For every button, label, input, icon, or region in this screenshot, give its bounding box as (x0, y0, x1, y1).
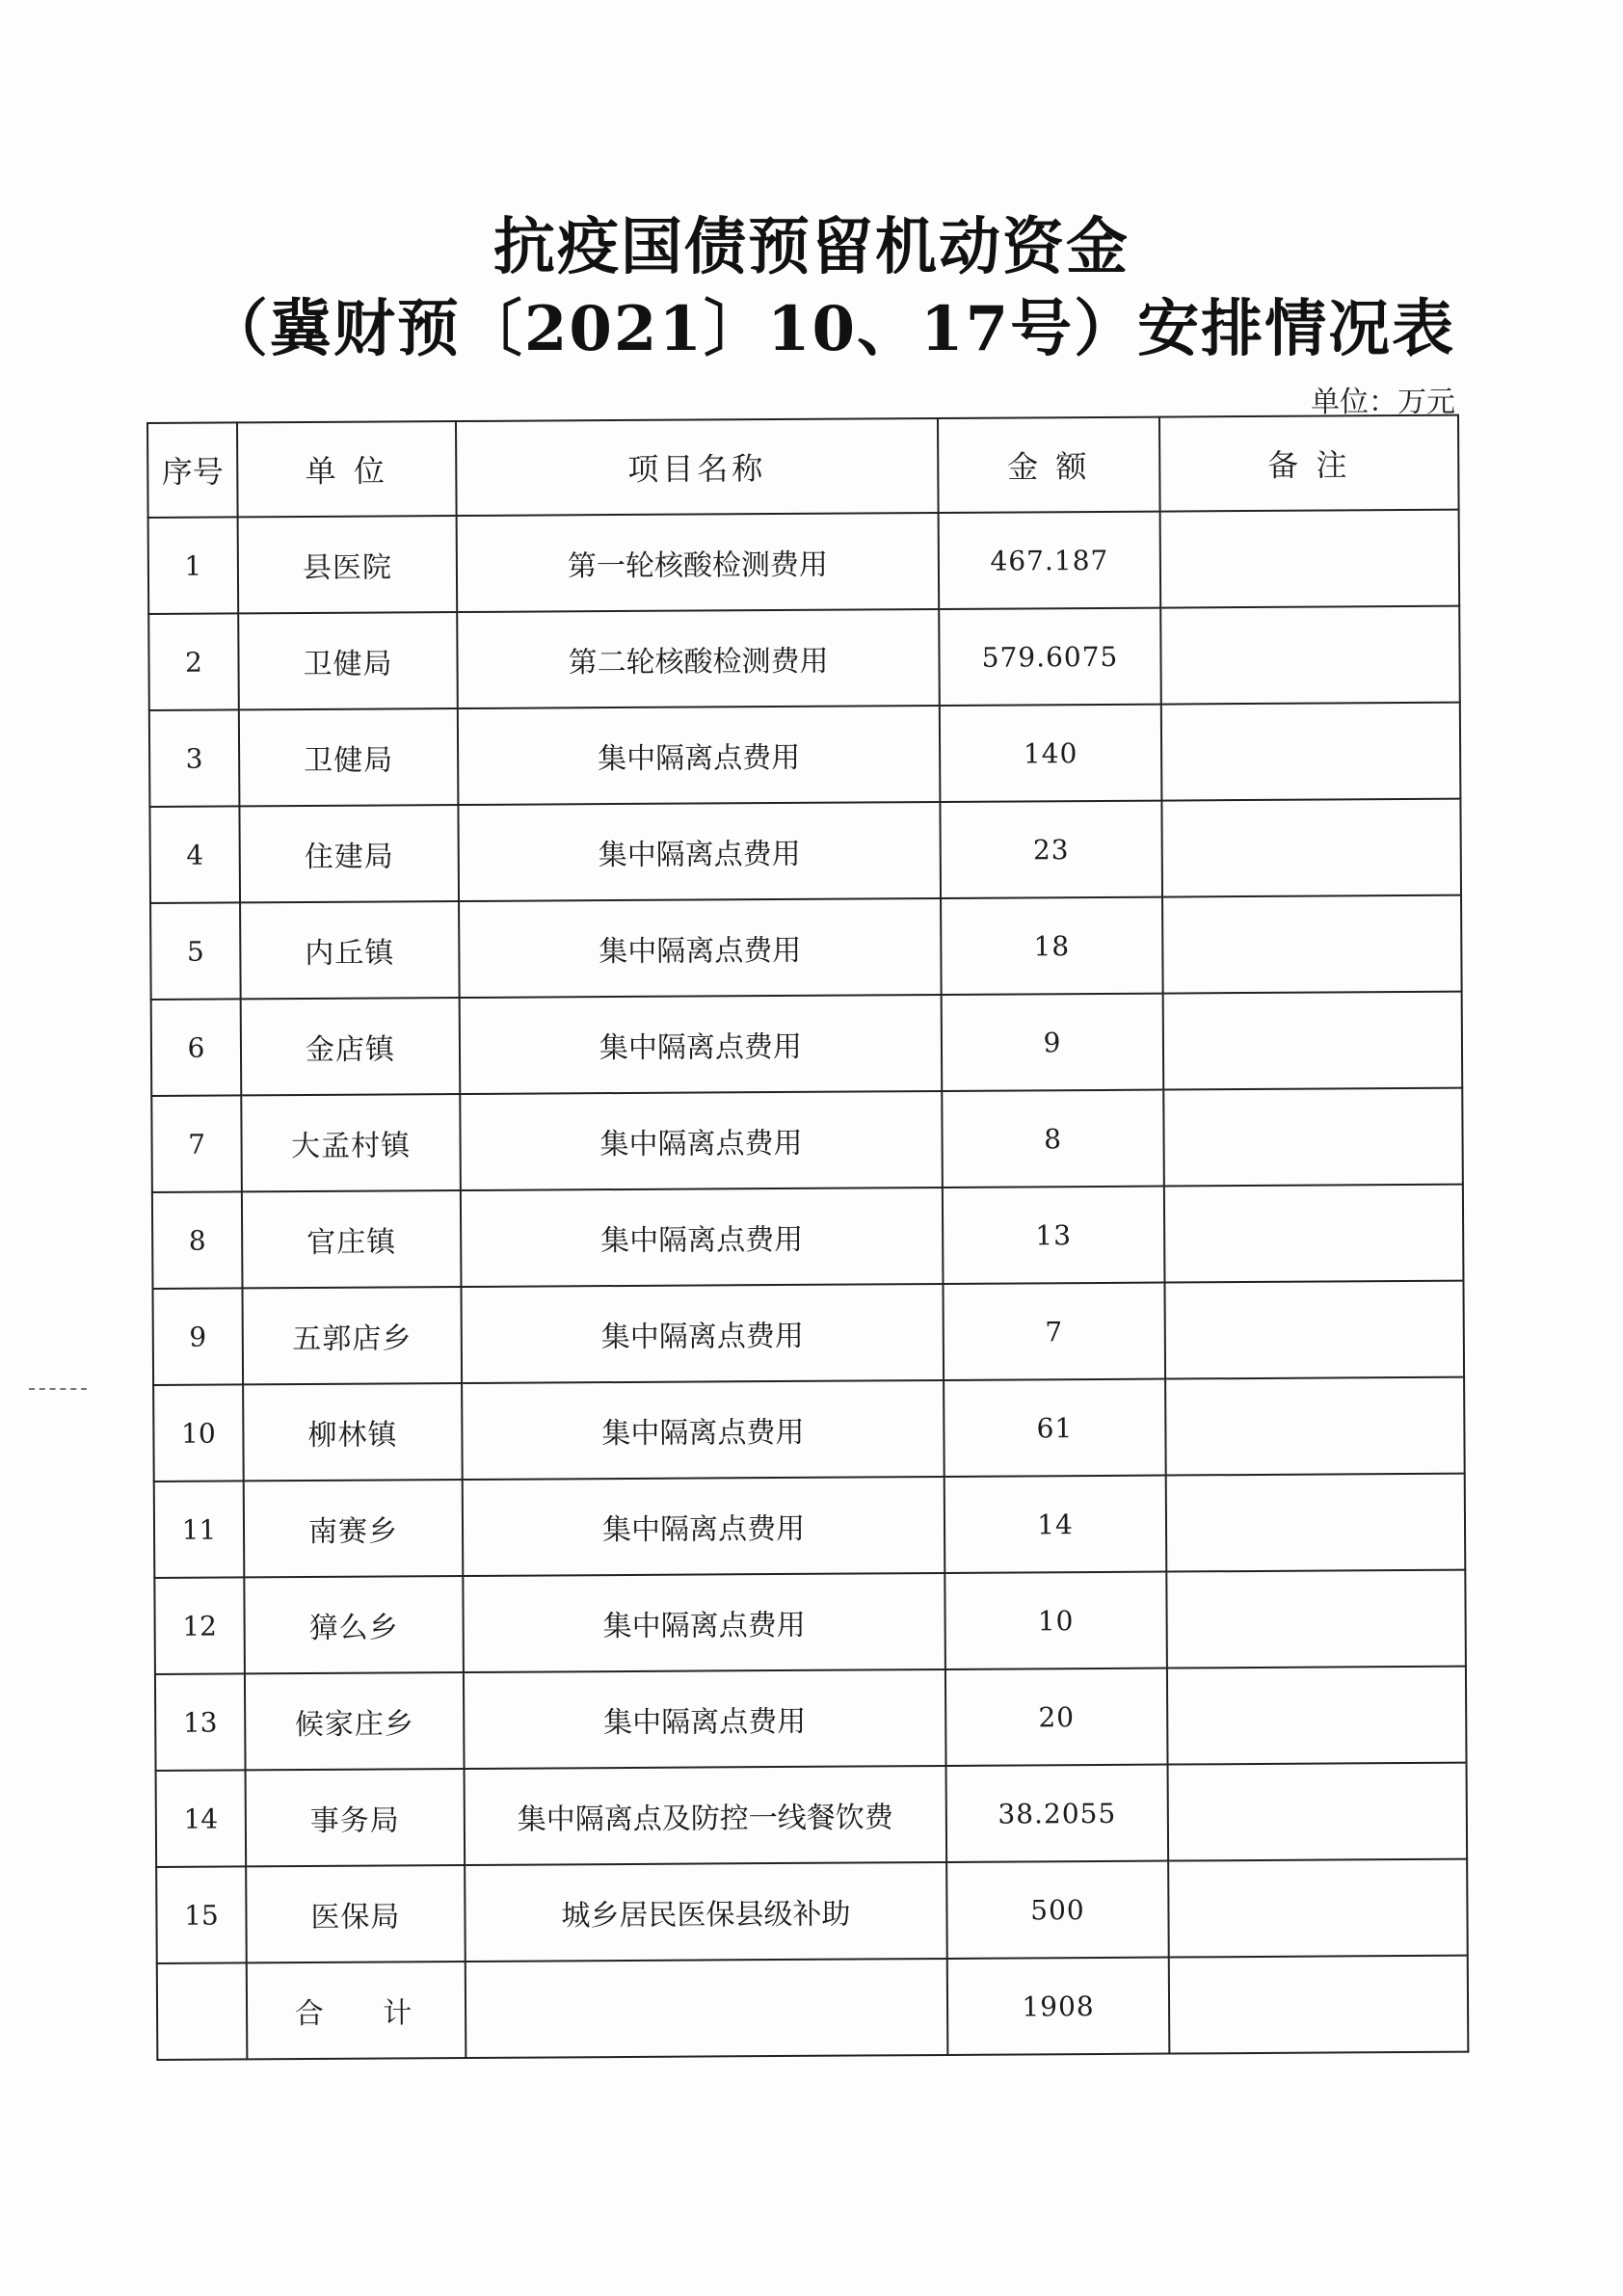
header-amount: 金 额 (938, 417, 1160, 513)
cell-project: 集中隔离点费用 (461, 1284, 944, 1383)
cell-amount: 500 (946, 1861, 1169, 1959)
cell-project: 集中隔离点费用 (463, 1477, 945, 1576)
cell-remark (1167, 1667, 1467, 1765)
total-label: 合 计 (247, 1962, 466, 2059)
cell-remark (1168, 1763, 1468, 1861)
cell-seq: 7 (151, 1095, 242, 1192)
table-row (151, 992, 1463, 1096)
cell-project: 集中隔离点及防控一线餐饮费 (465, 1766, 947, 1865)
cell-seq: 11 (154, 1481, 245, 1578)
document-title-line1: 抗疫国债预留机动资金 (493, 211, 1130, 283)
cell-project: 第二轮核酸检测费用 (457, 609, 940, 708)
cell-amount: 9 (942, 994, 1164, 1091)
cell-project: 集中隔离点费用 (460, 995, 943, 1094)
document-title-line2: （冀财预〔2021〕10、17号）安排情况表 (205, 293, 1456, 365)
cell-amount: 38.2055 (946, 1765, 1169, 1862)
cell-unit: 候家庄乡 (245, 1672, 465, 1770)
table-row (153, 1377, 1465, 1482)
cell-seq: 13 (155, 1673, 246, 1771)
cell-remark (1166, 1474, 1466, 1572)
cell-project: 集中隔离点费用 (458, 802, 941, 901)
table-row (154, 1570, 1466, 1674)
table-row (150, 895, 1462, 1000)
table-total-row (157, 1956, 1469, 2060)
cell-amount: 14 (945, 1476, 1167, 1573)
cell-unit: 医保局 (246, 1865, 466, 1962)
cell-unit: 住建局 (239, 805, 459, 902)
cell-remark (1166, 1570, 1466, 1669)
cell-seq: 2 (148, 613, 239, 710)
cell-unit: 卫健局 (238, 612, 458, 709)
table-row (152, 1281, 1464, 1385)
cell-amount: 61 (944, 1379, 1166, 1477)
cell-remark (1163, 992, 1463, 1090)
cell-amount: 23 (940, 801, 1162, 898)
cell-unit: 内丘镇 (240, 901, 460, 999)
table-row (155, 1667, 1467, 1771)
cell-unit: 大孟村镇 (241, 1094, 461, 1191)
cell-amount: 13 (943, 1187, 1165, 1284)
cell-seq: 9 (152, 1288, 243, 1385)
table-row (149, 799, 1461, 903)
allocation-table (146, 414, 1469, 2061)
cell-remark (1161, 703, 1461, 801)
allocation-table-container (146, 414, 1467, 2061)
cell-project: 集中隔离点费用 (462, 1380, 945, 1480)
header-seq: 序号 (147, 422, 238, 518)
cell-project: 第一轮核酸检测费用 (457, 513, 940, 612)
cell-seq: 5 (150, 902, 241, 1000)
cell-unit: 南赛乡 (244, 1480, 464, 1577)
table-header-row (147, 415, 1459, 518)
table-row (154, 1474, 1466, 1578)
cell-amount: 140 (940, 705, 1162, 802)
table-row (152, 1185, 1464, 1289)
scan-margin-mark (29, 1388, 87, 1392)
cell-remark (1164, 1185, 1464, 1283)
cell-unit: 五郭店乡 (242, 1287, 462, 1384)
cell-project: 集中隔离点费用 (458, 706, 941, 805)
cell-project: 集中隔离点费用 (459, 898, 942, 998)
cell-unit: 金店镇 (241, 998, 461, 1095)
cell-unit: 獐么乡 (244, 1576, 464, 1673)
cell-project: 集中隔离点费用 (464, 1669, 946, 1769)
table-row (148, 510, 1460, 614)
header-unit: 单 位 (237, 421, 457, 517)
cell-unit: 县医院 (238, 516, 458, 613)
cell-seq: 3 (149, 709, 240, 807)
cell-seq: 6 (151, 999, 242, 1096)
cell-project: 集中隔离点费用 (460, 1091, 943, 1190)
cell-project: 集中隔离点费用 (461, 1188, 944, 1287)
cell-remark (1165, 1377, 1465, 1476)
cell-unit: 柳林镇 (243, 1383, 463, 1481)
total-cell-project (466, 1959, 948, 2058)
cell-remark (1161, 799, 1461, 897)
header-project: 项目名称 (456, 418, 939, 516)
cell-seq: 10 (153, 1384, 244, 1482)
cell-amount: 18 (941, 897, 1163, 995)
table-row (156, 1763, 1468, 1867)
cell-seq: 1 (148, 517, 239, 614)
cell-unit: 事务局 (246, 1769, 466, 1866)
cell-amount: 10 (945, 1572, 1167, 1669)
cell-project: 城乡居民医保县级补助 (465, 1862, 947, 1962)
header-remark: 备 注 (1159, 415, 1459, 512)
cell-seq: 4 (149, 806, 240, 903)
cell-remark (1160, 510, 1460, 608)
cell-seq: 12 (154, 1577, 245, 1674)
unit-note: 单位：万元 (1311, 386, 1455, 419)
cell-unit: 官庄镇 (242, 1190, 462, 1288)
cell-amount: 467.187 (939, 512, 1161, 609)
cell-amount: 579.6075 (939, 608, 1161, 706)
cell-remark (1164, 1281, 1464, 1379)
cell-remark (1163, 1088, 1463, 1187)
table-row (156, 1859, 1468, 1963)
cell-remark (1160, 606, 1460, 705)
cell-amount: 20 (945, 1669, 1168, 1766)
cell-seq: 14 (156, 1770, 247, 1867)
cell-project: 集中隔离点费用 (463, 1573, 945, 1672)
total-cell-remark (1169, 1956, 1469, 2054)
table-row (148, 606, 1460, 710)
cell-amount: 8 (942, 1090, 1164, 1188)
cell-remark (1168, 1859, 1468, 1958)
cell-seq: 15 (156, 1866, 247, 1963)
cell-seq: 8 (152, 1191, 243, 1289)
total-amount: 1908 (947, 1958, 1170, 2055)
total-cell-seq (157, 1962, 248, 2060)
table-row (151, 1088, 1463, 1192)
cell-unit: 卫健局 (239, 708, 459, 806)
table-row (149, 703, 1461, 807)
cell-amount: 7 (943, 1283, 1165, 1380)
cell-remark (1162, 895, 1462, 994)
